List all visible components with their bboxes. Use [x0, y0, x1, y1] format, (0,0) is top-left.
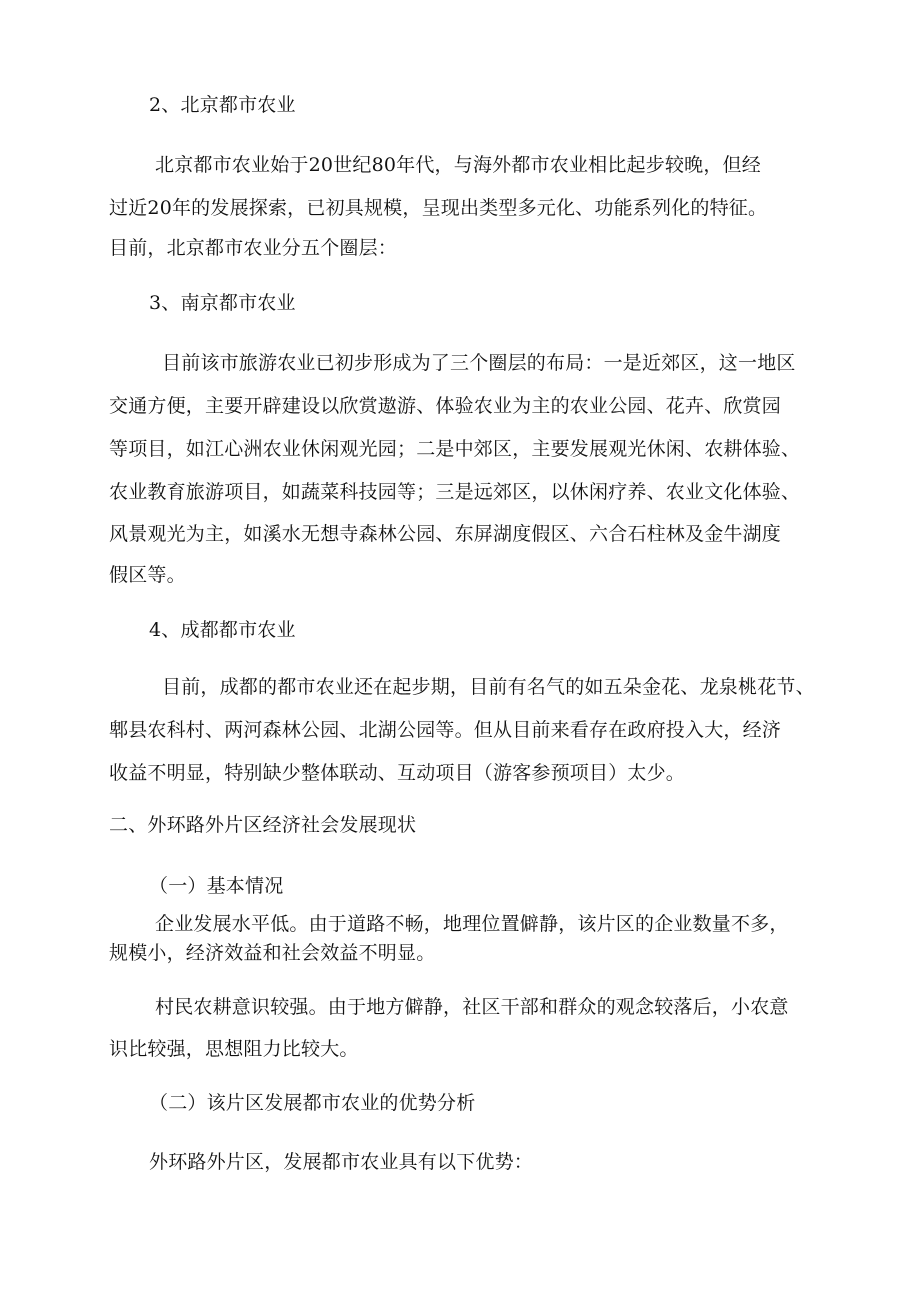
paragraph-line: 外环路外片区，发展都市农业具有以下优势：	[149, 1151, 534, 1173]
heading-beijing: 2、北京都市农业	[149, 94, 296, 116]
paragraph-line: 收益不明显，特别缺少整体联动、互动项目（游客参预项目）太少。	[109, 762, 686, 784]
paragraph-line: 识比较强，思想阻力比较大。	[109, 1038, 359, 1060]
paragraph-line: 交通方便，主要开辟建设以欣赏遨游、体验农业为主的农业公园、花卉、欣赏园	[109, 395, 782, 417]
paragraph-line: 过近20年的发展探索，已初具规模，呈现出类型多元化、功能系列化的特征。	[109, 197, 768, 219]
paragraph-line: 假区等。	[109, 564, 186, 586]
subsection-heading: （一）基本情况	[149, 875, 284, 897]
paragraph-line: 村民农耕意识较强。由于地方僻静，社区干部和群众的观念较落后，小农意	[155, 996, 789, 1018]
heading-nanjing: 3、南京都市农业	[149, 292, 296, 314]
paragraph-line: 目前，北京都市农业分五个圈层：	[109, 237, 398, 259]
heading-chengdu: 4、成都都市农业	[149, 619, 296, 641]
section-heading: 二、外环路外片区经济社会发展现状	[109, 814, 417, 836]
paragraph-line: 郫县农科村、两河森林公园、北湖公园等。但从目前来看存在政府投入大，经济	[109, 719, 782, 741]
subsection-heading: （二）该片区发展都市农业的优势分析	[149, 1092, 476, 1114]
paragraph-line: 农业教育旅游项目，如蔬菜科技园等；三是远郊区，以休闲疗养、农业文化体验、	[109, 481, 801, 503]
paragraph-line: 北京都市农业始于20世纪80年代，与海外都市农业相比起步较晚，但经	[155, 154, 761, 176]
paragraph-line: 企业发展水平低。由于道路不畅，地理位置僻静，该片区的企业数量不多，	[155, 913, 789, 935]
paragraph-line: 等项目，如江心洲农业休闲观光园；二是中郊区，主要发展观光休闲、农耕体验、	[109, 438, 801, 460]
paragraph-line: 目前该市旅游农业已初步形成为了三个圈层的布局：一是近郊区，这一地区	[162, 352, 796, 374]
paragraph-line: 目前，成都的都市农业还在起步期，目前有名气的如五朵金花、龙泉桃花节、	[162, 676, 815, 698]
paragraph-line: 风景观光为主，如溪水无想寺森林公园、东屏湖度假区、六合石柱林及金牛湖度	[109, 523, 782, 545]
paragraph-line: 规模小，经济效益和社会效益不明显。	[109, 942, 436, 964]
